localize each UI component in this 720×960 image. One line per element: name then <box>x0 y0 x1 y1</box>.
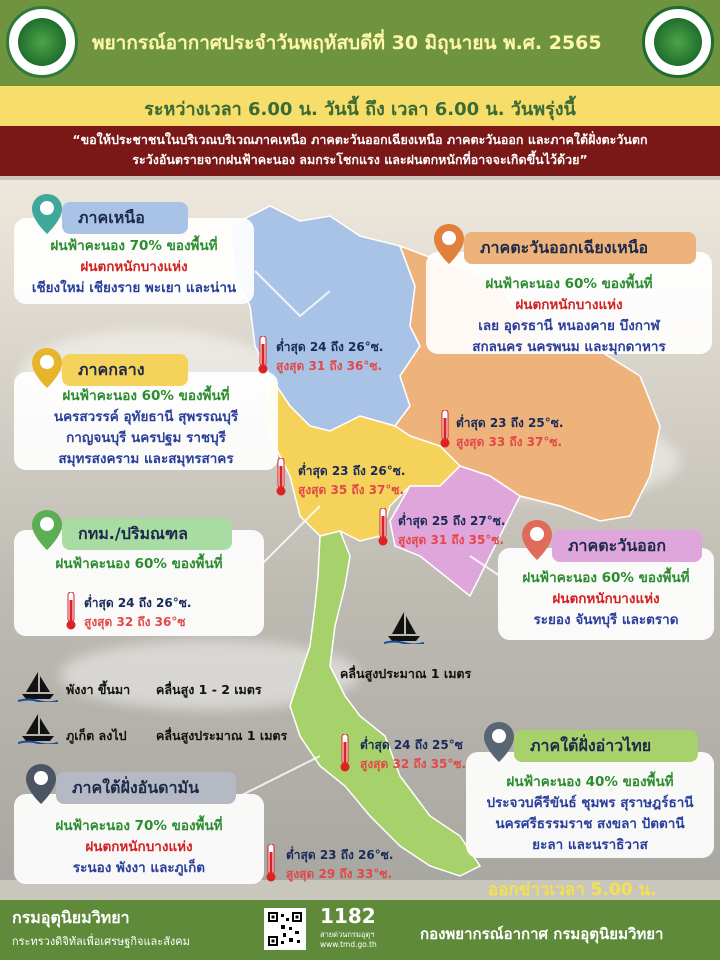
thermometer-icon <box>440 410 450 448</box>
northeast-temp: ต่ำสุด 23 ถึง 25°ซ. สูงสุด 33 ถึง 37°ซ. <box>456 416 564 449</box>
bangkok-temp: ต่ำสุด 24 ถึง 26°ซ. สูงสุด 32 ถึง 36°ซ <box>84 596 192 629</box>
release-time: ออกข่าวเวลา 5.00 น. <box>488 880 657 900</box>
central-provinces-2: กาญจนบุรี นครปฐม ราชบุรี <box>66 430 226 446</box>
north-heavy: ฝนตกหนักบางแห่ง <box>80 259 188 275</box>
central-label: ภาคกลาง <box>62 354 188 386</box>
location-pin-icon <box>30 508 64 552</box>
warning-text <box>6 130 714 170</box>
north-rain: ฝนฟ้าคะนอง 70% ของพื้นที่ <box>50 238 218 254</box>
east-rain: ฝนฟ้าคะนอง 60% ของพื้นที่ <box>522 570 690 586</box>
northeast-callout <box>426 252 712 354</box>
bangkok-rain: ฝนฟ้าคะนอง 60% ของพื้นที่ <box>55 556 223 572</box>
location-pin-icon <box>30 346 64 390</box>
sailboat-icon <box>384 610 424 644</box>
thermometer-icon <box>378 508 388 546</box>
andaman-south-wave: คลื่นสูงประมาณ 1 เมตร <box>156 728 288 743</box>
north-provinces: เชียงใหม่ เชียงราย พะเยา และน่าน <box>31 280 237 296</box>
south-gulf-provinces-1: ประจวบคีรีขันธ์ ชุมพร สุราษฎร์ธานี <box>486 795 694 811</box>
north-label: ภาคเหนือ <box>62 202 188 234</box>
thermometer-icon <box>66 592 76 630</box>
south-gulf-label: ภาคใต้ฝั่งอ่าวไทย <box>514 730 698 762</box>
bkk-connector <box>260 506 320 566</box>
central-provinces-3: สมุทรสงคราม และสมุทรสาคร <box>58 451 234 467</box>
south-gulf-provinces-2: นครศรีธรรมราช สงขลา ปัตตานี <box>495 816 685 832</box>
website-link[interactable]: www.tmd.go.th <box>320 940 377 949</box>
warning-line-2: ระวังอันตรายจากฝนฟ้าคะนอง ลมกระโชกแรง และฝนตกหนักที่อาจจะเกิดขึ้นไว้ด้วย” <box>132 152 588 167</box>
location-pin-icon <box>482 720 516 764</box>
south-andaman-temp: ต่ำสุด 23 ถึง 26°ซ. สูงสุด 29 ถึง 33°ซ. <box>286 848 394 881</box>
location-pin-icon <box>24 762 58 806</box>
north-temp: ต่ำสุด 24 ถึง 26°ซ. สูงสุด 31 ถึง 36°ซ. <box>276 340 384 373</box>
east-label: ภาคตะวันออก <box>552 530 702 562</box>
bangkok-label: กทม./ปริมณฑล <box>62 518 232 550</box>
east-provinces: ระยอง จันทบุรี และตราด <box>533 612 679 628</box>
forecast-period: ระหว่างเวลา 6.00 น. วันนี้ ถึง เวลา 6.00 น. วันพรุ่งนี้ <box>144 99 576 120</box>
hotline-caption: สายด่วนกรมอุตุฯ www.tmd.go.th <box>320 930 377 949</box>
east-temp: ต่ำสุด 25 ถึง 27°ซ. สูงสุด 31 ถึง 35°ซ. <box>398 514 506 547</box>
footer-org: กรมอุตุนิยมวิทยา <box>12 908 130 927</box>
south-gulf-rain: ฝนฟ้าคะนอง 40% ของพื้นที่ <box>506 774 674 790</box>
northeast-heavy: ฝนตกหนักบางแห่ง <box>515 297 623 313</box>
ministry-logo <box>6 6 78 78</box>
south-andaman-provinces: ระนอง พังงา และภูเก็ต <box>72 860 206 876</box>
thermometer-icon <box>258 336 268 374</box>
thermometer-icon <box>266 844 276 882</box>
warning-line-1: “ขอให้ประชาชนในบริเวณบริเวณภาคเหนือ ภาคตะวันออกเฉียงเหนือ ภาคตะวันออก และภาคใต้ฝั่งตะวันตก <box>72 132 648 147</box>
hotline-number: 1182 <box>320 904 376 928</box>
northeast-provinces-2: สกลนคร นครพนม และมุกดาหาร <box>472 339 666 355</box>
andaman-north-place: พังงา ขึ้นมา <box>66 682 131 697</box>
sailboat-icon <box>18 712 58 744</box>
south-gulf-provinces-3: ยะลา และนราธิวาส <box>532 837 648 853</box>
footer-division: กองพยากรณ์อากาศ กรมอุตุนิยมวิทยา <box>420 925 664 943</box>
map-region-south <box>290 531 480 876</box>
location-pin-icon <box>432 222 466 266</box>
central-rain: ฝนฟ้าคะนอง 60% ของพื้นที่ <box>62 388 230 404</box>
south-gulf-temp: ต่ำสุด 24 ถึง 25°ซ สูงสุด 32 ถึง 35°ซ. <box>360 738 467 771</box>
northeast-provinces-1: เลย อุดรธานี หนองคาย บึงกาฬ <box>478 318 660 334</box>
gulf-wave-height: คลื่นสูงประมาณ 1 เมตร <box>340 666 472 681</box>
sailboat-icon <box>18 670 58 702</box>
andaman-connector <box>240 756 320 796</box>
andaman-south-place: ภูเก็ต ลงไป <box>66 728 127 743</box>
footer-ministry: กระทรวงดิจิทัลเพื่อเศรษฐกิจและสังคม <box>12 935 190 948</box>
andaman-north-wave: คลื่นสูง 1 - 2 เมตร <box>156 682 262 697</box>
thermometer-icon <box>340 734 350 772</box>
central-provinces-1: นครสวรรค์ อุทัยธานี สุพรรณบุรี <box>53 409 239 425</box>
thermometer-icon <box>276 458 286 496</box>
location-pin-icon <box>520 518 554 562</box>
qr-code-icon[interactable] <box>264 908 306 950</box>
northeast-rain: ฝนฟ้าคะนอง 60% ของพื้นที่ <box>485 276 653 292</box>
page-title: พยากรณ์อากาศประจำวันพฤหัสบดีที่ 30 มิถุนายน พ.ศ. 2565 <box>92 32 602 54</box>
northeast-label: ภาคตะวันออกเฉียงเหนือ <box>464 232 696 264</box>
location-pin-icon <box>30 192 64 236</box>
south-andaman-heavy: ฝนตกหนักบางแห่ง <box>85 839 193 855</box>
central-temp: ต่ำสุด 23 ถึง 26°ซ. สูงสุด 35 ถึง 37°ซ. <box>298 464 406 497</box>
south-gulf-callout <box>466 752 714 858</box>
tmd-logo <box>642 6 714 78</box>
south-andaman-label: ภาคใต้ฝั่งอันดามัน <box>56 772 236 804</box>
east-heavy: ฝนตกหนักบางแห่ง <box>552 591 660 607</box>
south-andaman-rain: ฝนฟ้าคะนอง 70% ของพื้นที่ <box>55 818 223 834</box>
south-andaman-callout <box>14 794 264 884</box>
